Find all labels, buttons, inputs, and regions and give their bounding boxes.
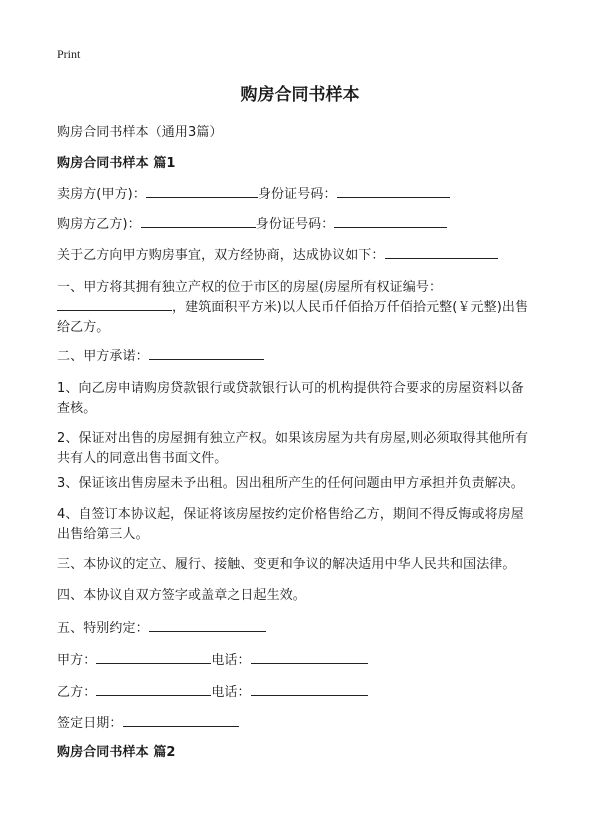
- sign-date-label: 签定日期：: [57, 716, 123, 731]
- party-b-phone-label: 电话：: [211, 685, 251, 700]
- party-a-blank: [96, 650, 211, 664]
- sign-date-blank: [123, 713, 239, 727]
- print-label[interactable]: Print: [57, 47, 81, 61]
- party-b-row: [57, 681, 368, 700]
- party-b-label: 乙方：: [57, 685, 97, 700]
- party-a-row: [57, 649, 368, 668]
- clause-5-row: [57, 617, 266, 636]
- party-a-label: 甲方：: [57, 653, 97, 668]
- party-a-phone-blank: [251, 650, 368, 664]
- buyer-id-blank: [334, 214, 447, 228]
- buyer-id-label: 身份证号码：: [255, 217, 335, 232]
- certificate-number-blank: [57, 297, 172, 311]
- clause-2-row: [57, 345, 264, 364]
- document-title: 购房合同书样本: [240, 85, 360, 105]
- clause-2-text: 二、甲方承诺：: [57, 349, 149, 364]
- seller-name-blank: [146, 184, 258, 198]
- item-1-line-1: 1、向乙房申请购房贷款银行或贷款银行认可的机构提供符合要求的房屋资料以备: [57, 381, 524, 396]
- party-a-phone-label: 电话：: [211, 653, 251, 668]
- section-2-heading: 购房合同书样本 篇2: [57, 745, 176, 760]
- buyer-name-blank: [141, 214, 256, 228]
- seller-row: [57, 183, 450, 202]
- item-3: 3、保证该出售房屋未予出租。因出租所产生的任何问题由甲方承担并负责解决。: [57, 476, 524, 491]
- clause-3: 三、本协议的定立、履行、接触、变更和争议的解决适用中华人民共和国法律。: [57, 557, 516, 572]
- document-subtitle: 购房合同书样本（通用3篇）: [57, 125, 223, 140]
- buyer-label: 购房方乙方)：: [57, 217, 141, 232]
- special-terms-blank: [149, 618, 266, 632]
- item-4-line-2: 出售给第三人。: [57, 527, 149, 542]
- seller-id-blank: [337, 184, 450, 198]
- sign-date-row: [57, 712, 239, 731]
- clause-1-line-3: 给乙方。: [57, 320, 110, 335]
- buyer-row: [57, 213, 447, 232]
- section-1-heading: 购房合同书样本 篇1: [57, 156, 176, 171]
- seller-id-label: 身份证号码：: [257, 187, 337, 202]
- item-2-line-2: 共有人的同意出售书面文件。: [57, 451, 228, 466]
- intro-blank: [385, 245, 498, 259]
- seller-label: 卖房方(甲方)：: [57, 187, 146, 202]
- clause-5-text: 五、特别约定：: [57, 621, 149, 636]
- item-4-line-1: 4、自签订本协议起，保证将该房屋按约定价格售给乙方，期间不得反悔或将房屋: [57, 507, 524, 522]
- item-2-line-1: 2、保证对出售的房屋拥有独立产权。如果该房屋为共有房屋,则必须取得其他所有: [57, 431, 529, 446]
- clause-1-line-1: 一、甲方将其拥有独立产权的位于市区的房屋(房屋所有权证编号：: [57, 280, 443, 295]
- intro-row: [57, 244, 498, 263]
- clause-2-blank: [149, 346, 264, 360]
- intro-text: 关于乙方向甲方购房事宜，双方经协商，达成协议如下：: [57, 248, 385, 263]
- clause-1-line-2: [57, 296, 528, 315]
- item-1-line-2: 查核。: [57, 401, 97, 416]
- party-b-blank: [96, 682, 211, 696]
- clause-1-text: ，建筑面积平方米)以人民币仟佰拾万仟佰拾元整(￥元整)出售: [172, 300, 529, 315]
- party-b-phone-blank: [251, 682, 368, 696]
- clause-4: 四、本协议自双方签字或盖章之日起生效。: [57, 588, 306, 603]
